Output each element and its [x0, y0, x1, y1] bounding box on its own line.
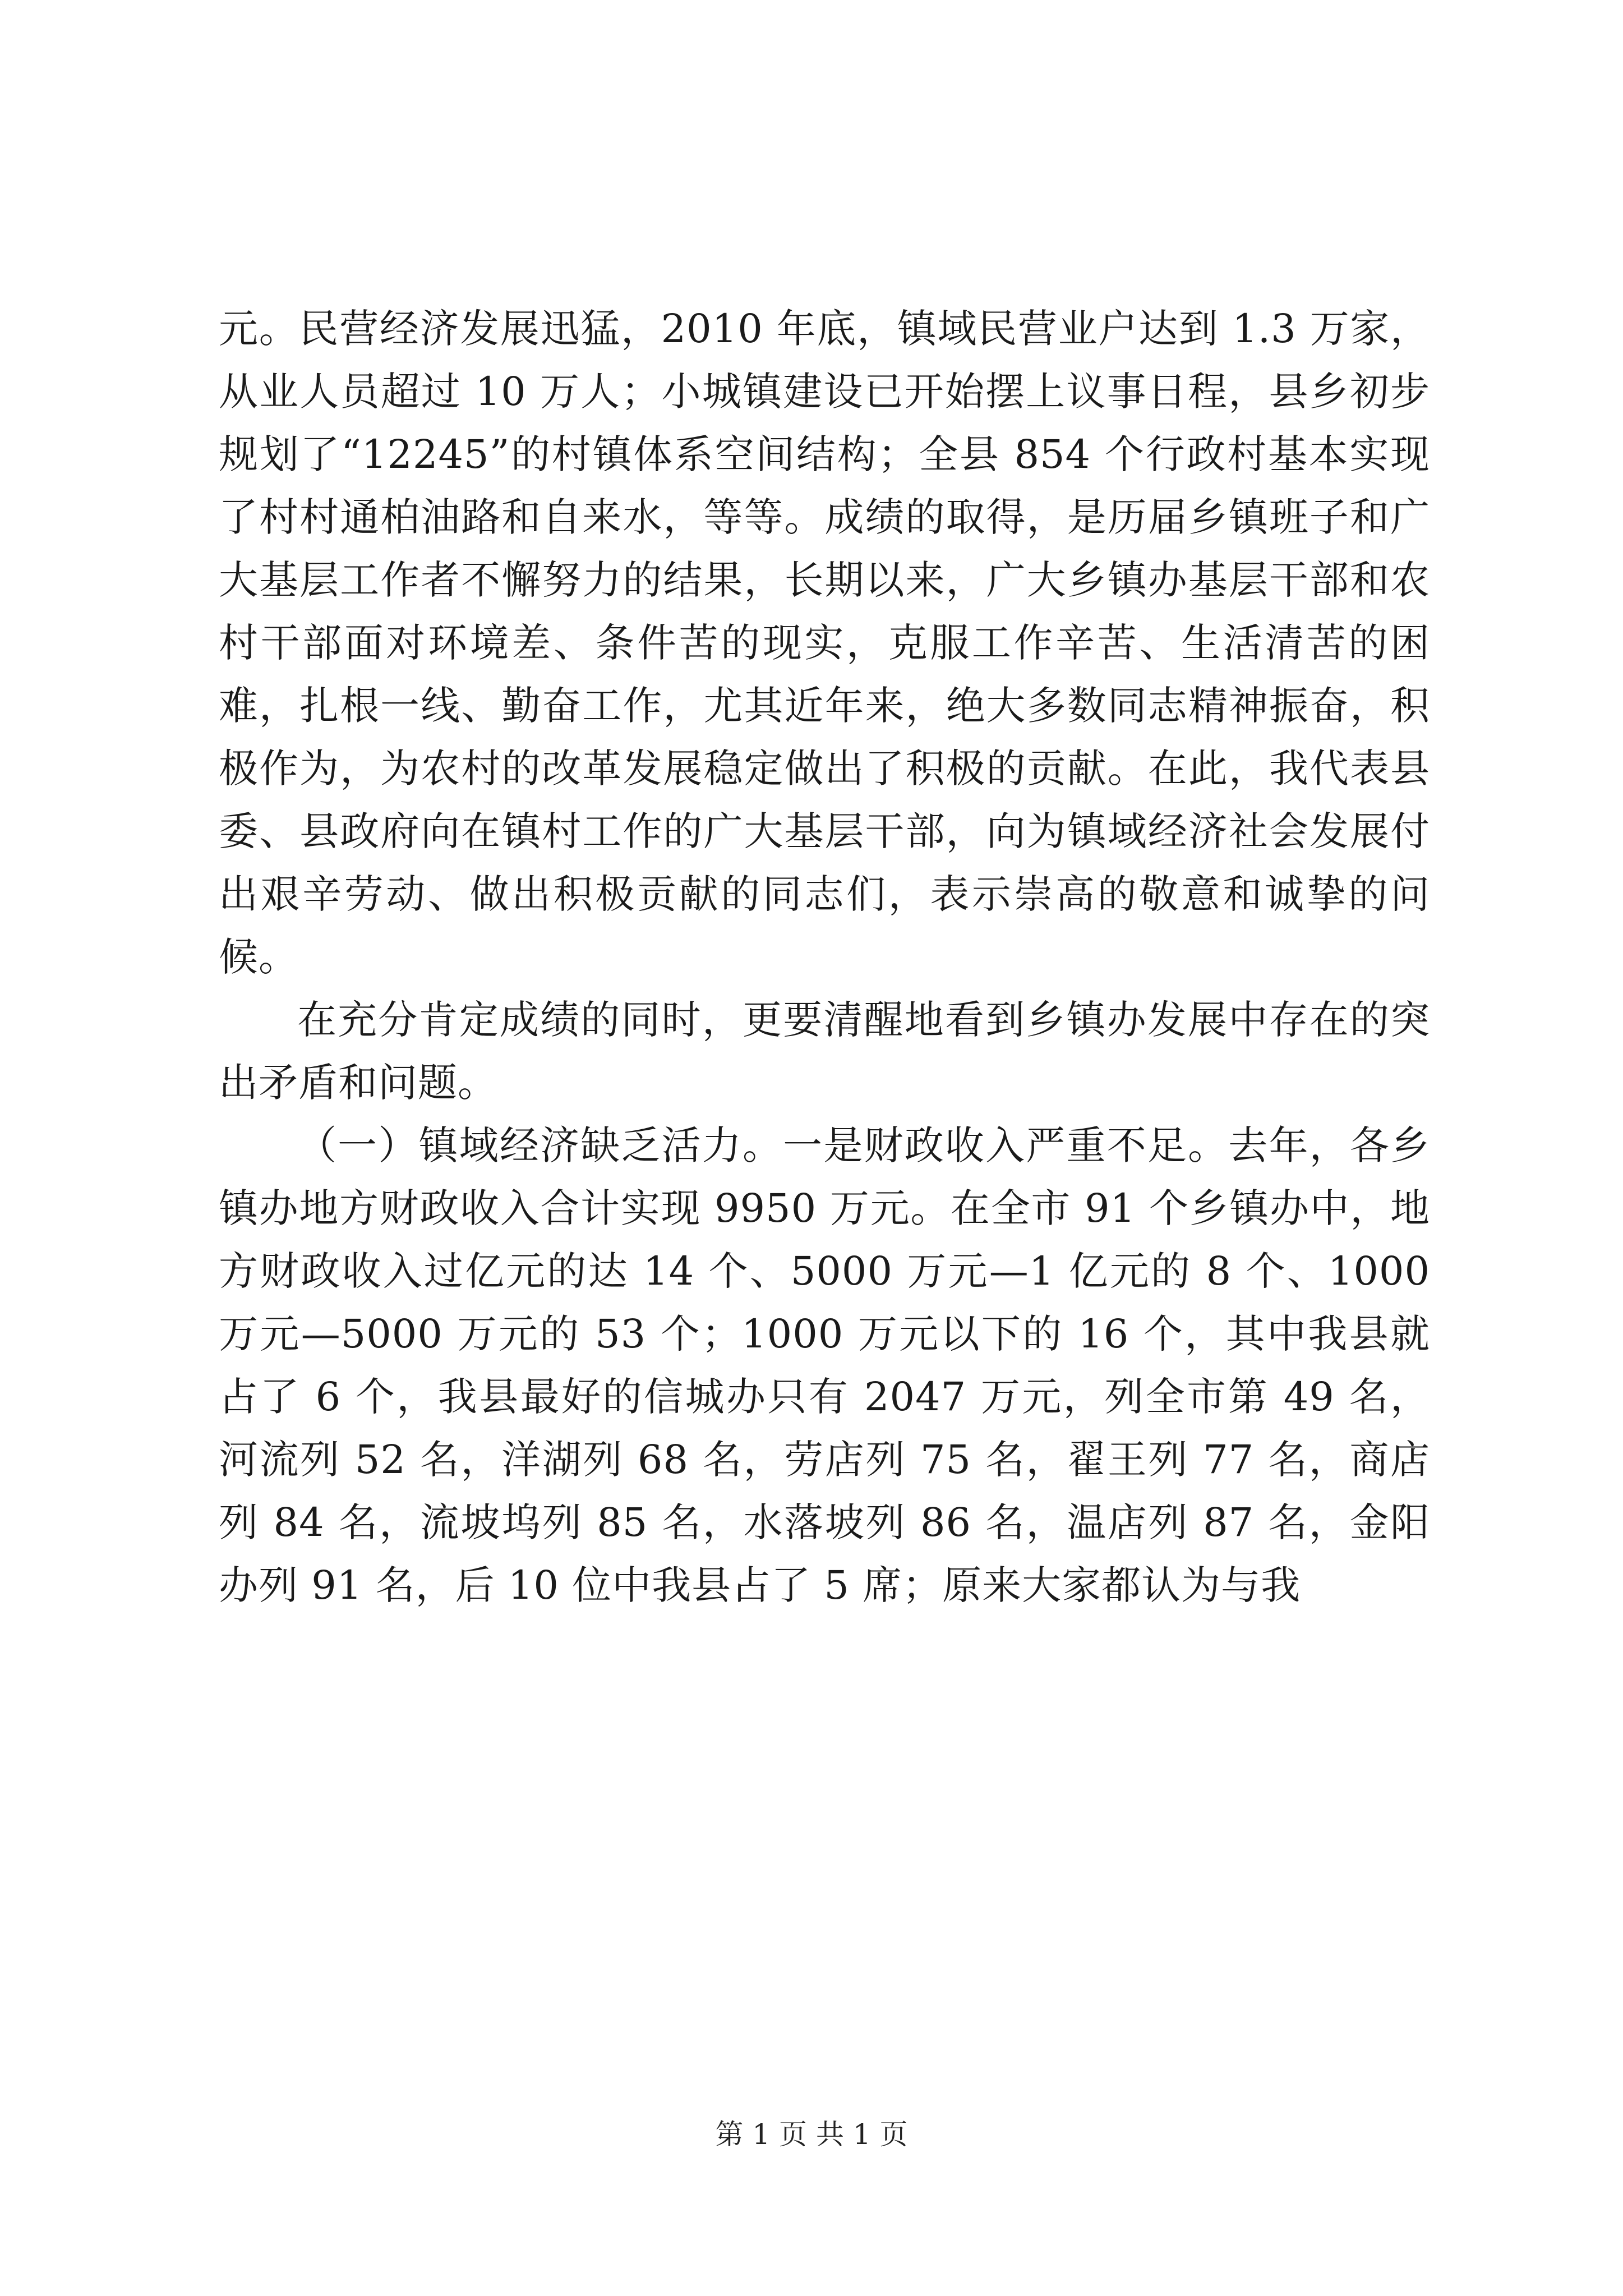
paragraph-problems-intro: 在充分肯定成绩的同时，更要清醒地看到乡镇办发展中存在的突出矛盾和问题。 — [219, 997, 1430, 1106]
paragraph-achievements: 元。民营经济发展迅猛，2010 年底，镇域民营业户达到 1.3 万家，从业人员超过 10 万人；小城镇建设已开始摆上议事日程，县乡初步规划了“12245”的村镇体系空间结构；全县 854 个行政村基本实现了村村通柏油路和自来水，等等。成绩的取得，是历届乡镇班子和广大基层工作者不懈努力的结果，长期以来，广大乡镇办基层干部和农村干部面对环境差、条件苦的现实，克服工作辛苦、生活清苦的困难，扎根一线、勤奋工作，尤其近年来，绝大多数同志精神振奋，积极作为，为农村的改革发展稳定做出了积极的贡献。在此，我代表县委、县政府向在镇村工作的广大基层干部，向为镇域经济社会发展付出艰辛劳动、做出积极贡献的同志们，表示崇高的敬意和诚挚的问候。 — [219, 306, 1430, 980]
page-footer: 第 1 页 共 1 页 — [715, 2118, 908, 2151]
document-body — [219, 297, 1430, 1617]
paragraph-town-economy: （一）镇域经济缺乏活力。一是财政收入严重不足。去年，各乡镇办地方财政收入合计实现 9950 万元。在全市 91 个乡镇办中，地方财政收入过亿元的达 14 个、5000 万元—1 亿元的 8 个、1000 万元—5000 万元的 53 个；1000 万元以下的 16 个，其中我县就占了 6 个，我县最好的信城办只有 2047 万元，列全市第 49 名，河流列 52 名，洋湖列 68 名，劳店列 75 名，翟王列 77 名，商店列 84 名，流坡坞列 85 名，水落坡列 86 名，温店列 87 名，金阳办列 91 名，后 10 位中我县占了 5 席；原来大家都认为与我 — [219, 1122, 1430, 1608]
